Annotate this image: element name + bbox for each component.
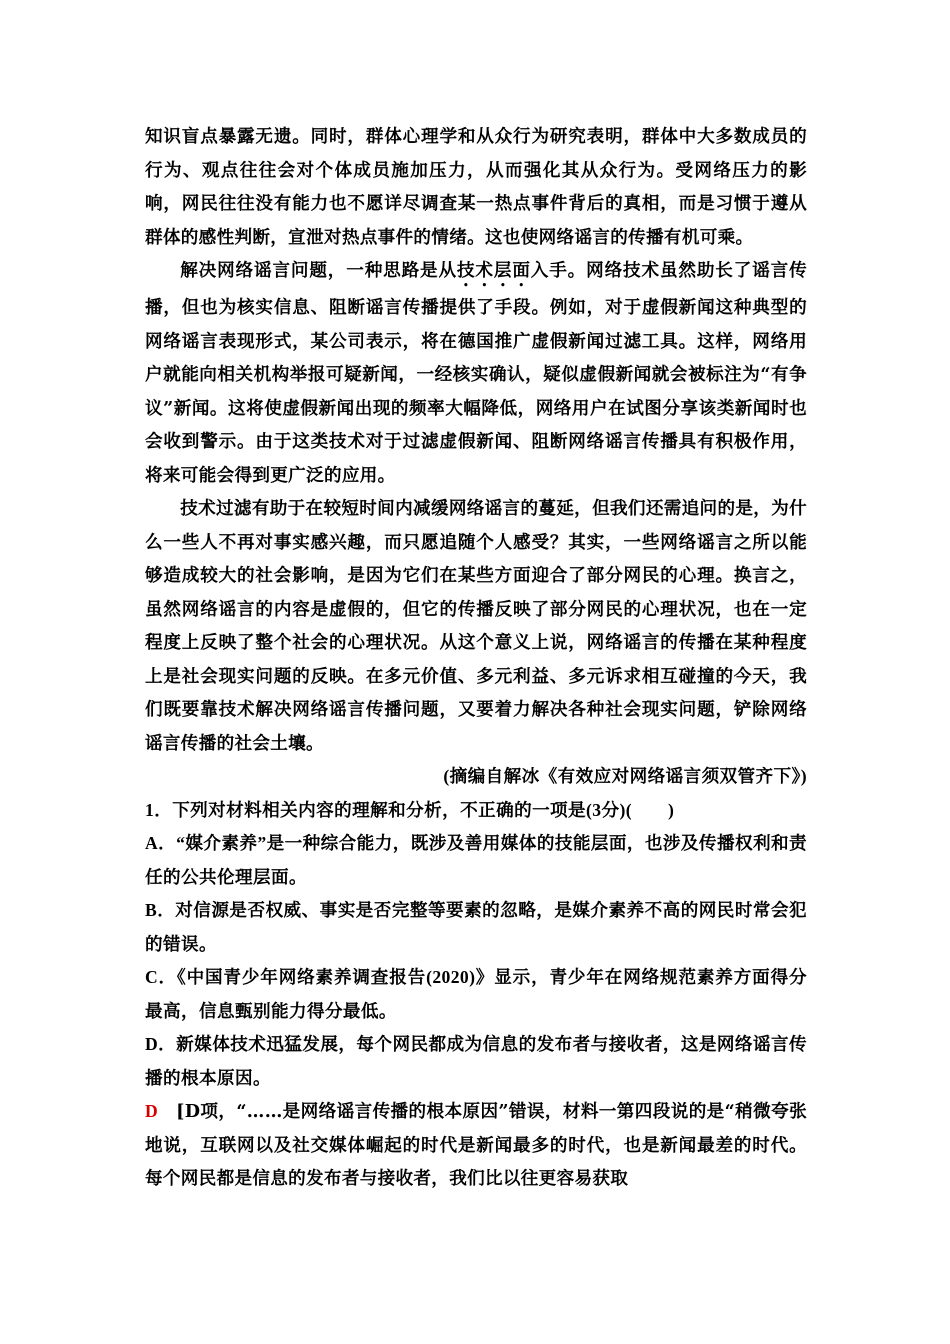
answer-letter: D — [145, 1101, 159, 1121]
passage-paragraph-2 — [145, 254, 807, 492]
passage-paragraph-1: 知识盲点暴露无遗。同时，群体心理学和从众行为研究表明，群体中大多数成员的行为、观点往往会对个体成员施加压力，从而强化其从众行为。受网络压力的影响，网民往往没有能力也不愿详尽调查某一热点事件背后的真相，而是习惯于遵从群体的感性判断，宣泄对热点事件的情绪。这也使网络谣言的传播有机可乘。 — [145, 126, 807, 248]
passage-source: (摘编自解冰《有效应对网络谣言须双管齐下》) — [443, 766, 807, 786]
document-page — [145, 120, 807, 1196]
paragraph-2-lead: 解决网络谣言问题，一种思路是从 — [180, 260, 457, 281]
option-c: C．《中国青少年网络素养调查报告(2020)》显示，青少年在网络规范素养方面得分最高，信息甄别能力得分最低。 — [145, 967, 807, 1021]
answer-explanation — [145, 1095, 807, 1196]
option-b: B．对信源是否权威、事实是否完整等要素的忽略，是媒介素养不高的网民时常会犯的错误。 — [145, 900, 807, 954]
paragraph-2-rest: 入手。网络技术虽然助长了谣言传播，但也为核实信息、阻断谣言传播提供了手段。例如，对于虚假新闻这种典型的网络谣言表现形式，某公司表示，将在德国推广虚假新闻过滤工具。这样，网络用户就能向相关机构举报可疑新闻，一经核实确认，疑似虚假新闻就会被标注为“有争议”新闻。这将使虚假新闻出现的频率大幅降低，网络用户在试图分享该类新闻时也会收到警示。由于这类技术对于过滤虚假新闻、阻断网络谣言传播具有积极作用，将来可能会得到更广泛的应用。 — [145, 260, 807, 486]
option-a: A．“媒介素养”是一种综合能力，既涉及善用媒体的技能层面，也涉及传播权利和责任的公共伦理层面。 — [145, 833, 807, 887]
passage-paragraph-3: 技术过滤有助于在较短时间内减缓网络谣言的蔓延，但我们还需追问的是，为什么一些人不再对事实感兴趣，而只愿追随个人感受？其实，一些网络谣言之所以能够造成较大的社会影响，是因为它们在某些方面迎合了部分网民的心理。换言之，虽然网络谣言的内容是虚假的，但它的传播反映了部分网民的心理状况，也在一定程度上反映了整个社会的心理状况。从这个意义上说，网络谣言的传播在某种程度上是社会现实问题的反映。在多元价值、多元利益、多元诉求相互碰撞的今天，我们既要靠技术解决网络谣言传播问题，又要着力解决各种社会现实问题，铲除网络谣言传播的社会土壤。 — [145, 498, 807, 754]
answer-text: [D项，“……是网络谣言传播的根本原因”错误，材料一第四段说的是“稍微夸张地说，互联网以及社交媒体崛起的时代是新闻最多的时代，也是新闻最差的时代。每个网民都是信息的发布者与接收者，我们比以往更容易获取 — [145, 1101, 807, 1189]
option-d: D．新媒体技术迅猛发展，每个网民都成为信息的发布者与接收者，这是网络谣言传播的根本原因。 — [145, 1034, 807, 1088]
emphasized-phrase: 技术层面 — [456, 260, 531, 281]
question-stem: 1．下列对材料相关内容的理解和分析，不正确的一项是(3分)( ) — [145, 799, 675, 820]
